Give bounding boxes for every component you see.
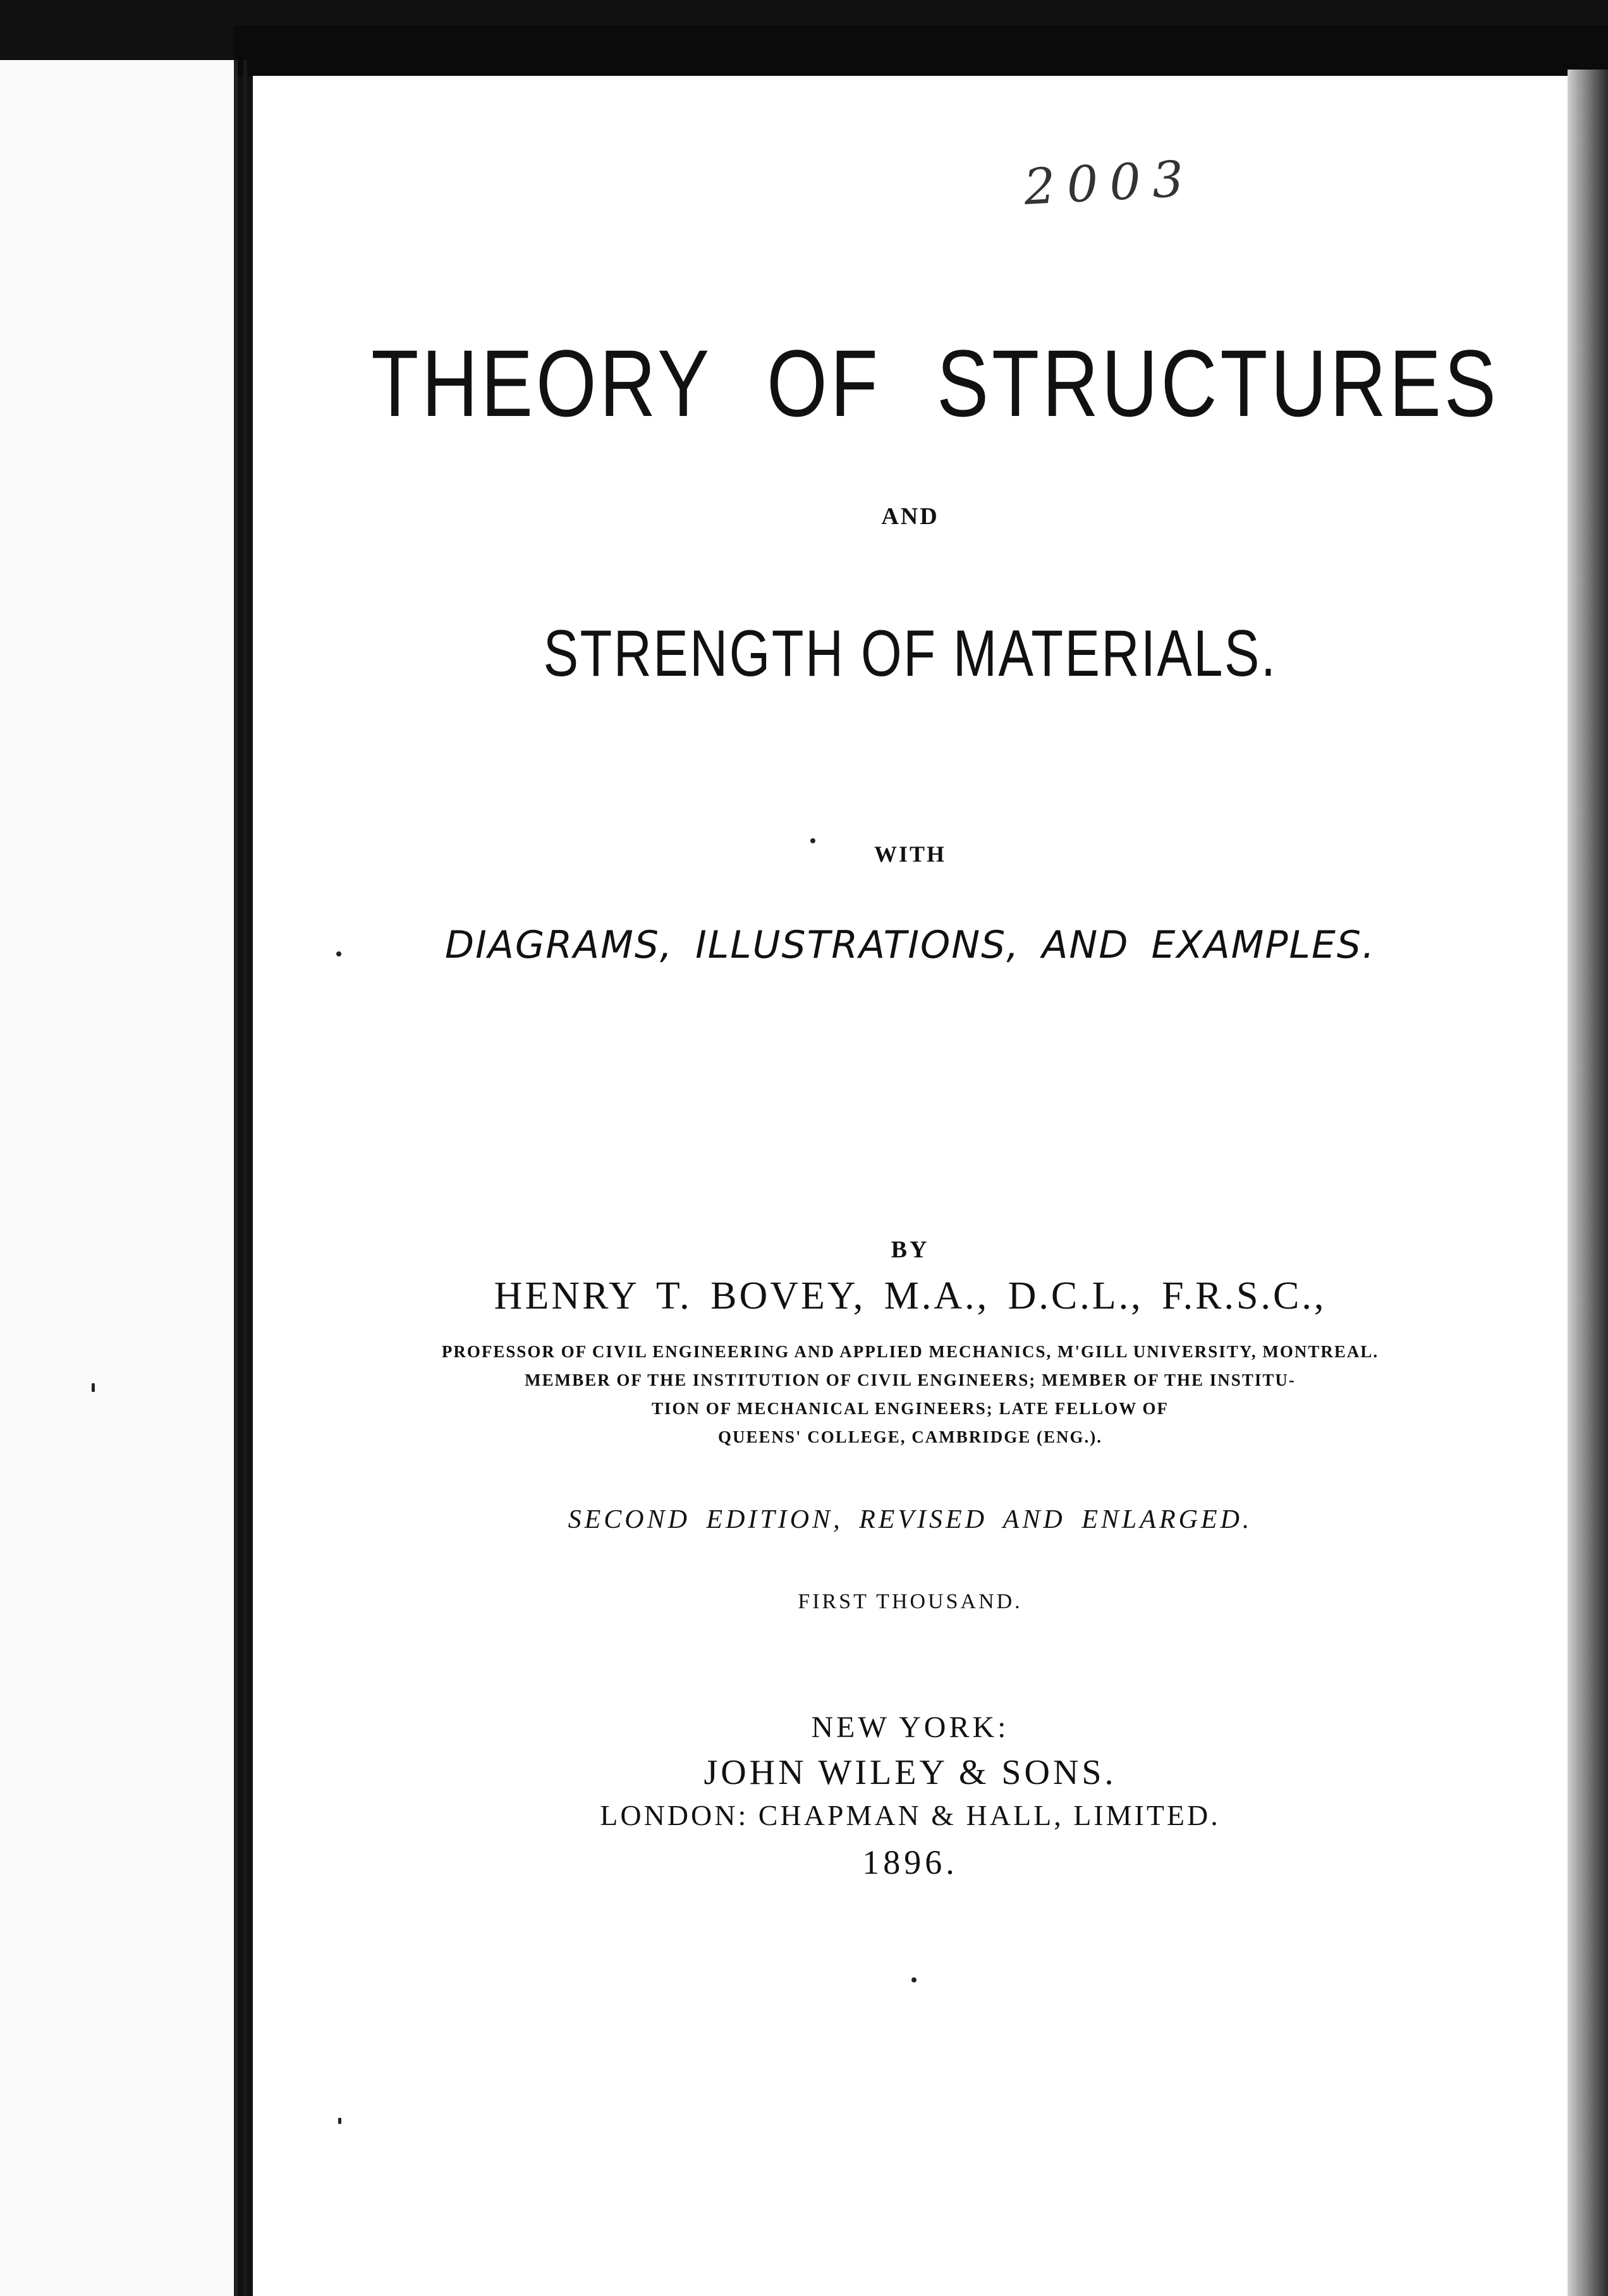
scan-speck: [336, 951, 341, 956]
scan-speck: [911, 1977, 917, 1982]
scan-top-border: [234, 25, 1608, 76]
publication-year: 1896.: [862, 1843, 958, 1881]
handwritten-shelf-mark: 2003: [1022, 150, 1197, 217]
book-subtitle: STRENGTH OF MATERIALS.: [543, 617, 1277, 690]
title-conjunction: AND: [881, 503, 939, 530]
author-credential-line: QUEENS' COLLEGE, CAMBRIDGE (ENG.).: [717, 1427, 1103, 1446]
author-credential-line: PROFESSOR OF CIVIL ENGINEERING AND APPLIED MECHANICS, M'GILL UNIVERSITY, MONTREAL.: [441, 1342, 1379, 1361]
scan-speck: [92, 1383, 95, 1392]
printing-statement: FIRST THOUSAND.: [798, 1590, 1023, 1613]
page-edge-shadow: [1568, 70, 1608, 2296]
edition-statement: SECOND EDITION, REVISED AND ENLARGED.: [568, 1505, 1253, 1534]
features-line: DIAGRAMS, ILLUSTRATIONS, AND EXAMPLES.: [444, 923, 1376, 967]
book-title: THEORY OF STRUCTURES: [371, 330, 1499, 436]
author-credential-line: MEMBER OF THE INSTITUTION OF CIVIL ENGINEERS; MEMBER OF THE INSTITU-: [525, 1371, 1296, 1389]
with-label: WITH: [874, 841, 947, 867]
publisher-name: JOHN WILEY & SONS.: [704, 1753, 1117, 1792]
publication-city: NEW YORK:: [811, 1711, 1009, 1744]
by-label: BY: [891, 1237, 930, 1263]
scan-speck: [810, 838, 815, 843]
facing-page: [0, 60, 238, 2296]
london-publisher-line: LONDON: CHAPMAN & HALL, LIMITED.: [600, 1799, 1221, 1831]
author-credential-line: TION OF MECHANICAL ENGINEERS; LATE FELLOW OF: [651, 1399, 1169, 1418]
author-name: HENRY T. BOVEY, M.A., D.C.L., F.R.S.C.,: [494, 1274, 1327, 1317]
scan-speck: [338, 2118, 341, 2124]
book-gutter: [243, 60, 247, 2296]
